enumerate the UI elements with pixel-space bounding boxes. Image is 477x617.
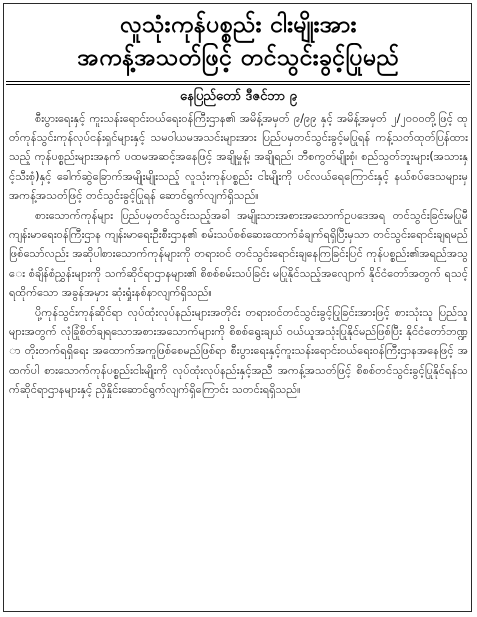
- headline-rule-bottom: [6, 84, 470, 85]
- dateline: နေပြည်တော် ဒီဇင်ဘာ ၉: [180, 89, 297, 104]
- headline-rule-top: [6, 81, 470, 82]
- article-body: [9, 109, 468, 607]
- headline-line-2: အကန့်အသတ်ဖြင့် တင်သွင်းခွင့်ပြုမည်: [77, 45, 400, 71]
- paragraph-1: စီးပွားရေးနှင့် ကူးသန်းရောင်းဝယ်ရေးဝန်ကြီးဌာန၏ အမိန့်အမှတ် ၉/၉၉ နှင့် အမိန့်အမှတ် ၂/၂၀၀၀တို့ဖြင့် ထုတ်ကုန်သွင်းကုန်လုပ်ငန်းရှင်များနှင့် သမဝါယမအသင်းများအား ပြည်ပမှတင်သွင်းခွင့်မပြုရန် ကန့်သတ်ထုတ်ပြန်ထားသည့် ကုန်ပစ္စည်းများအနက် ပထမအဆင့်အနေဖြင့် အချိုမှုန့်၊ အချိုရည်၊ ဘီစကွတ်မျိုးစုံ၊ စည်သွတ်ဘူးများ(အသားနှင့်သီးစုံ)နှင့် ခေါက်ဆွဲခြောက်အမျိုးမျိုးသည့် လူသုံးကုန်ပစ္စည်း ငါးမျိုးကို ပင်လယ်ရေကြောင်းနှင့် နယ်စပ်ဒေသများမှ အကန့်အသတ်ဖြင့် တင်သွင်းခွင့်ပြုရန် ဆောင်ရွက်လျက်ရှိသည်။: [9, 112, 468, 202]
- headline-line-1: လူသုံးကုန်ပစ္စည်း ငါးမျိုးအား: [120, 12, 357, 38]
- paragraph-3: ပို့ကုန်သွင်းကုန်ဆိုင်ရာ လုပ်ထုံးလုပ်နည်းများအတိုင်း တရားဝင်တင်သွင်းခွင့်ပြုခြင်းအားဖြင့် စားသုံးသူ ပြည်သူများအတွက် လုံခြုံစိတ်ချရသောအစားအသောက်များကို စိစစ်ရွေးချယ် ဝယ်ယူအသုံးပြုနိုင်မည်ဖြစ်ပြီး နိုင်ငံတော်ဘဏ္ဍာ တိုးတက်ရရှိရေး အထောက်အကူဖြစ်စေမည်ဖြစ်ရာ စီးပွားရေးနှင့်ကူးသန်းရောင်းဝယ်ရေးဝန်ကြီးဌာနအနေဖြင့် အထက်ပါ စားသောက်ကုန်ပစ္စည်းငါးမျိုးကို လုပ်ထုံးလုပ်နည်းနှင့်အညီ အကန့်အသတ်ဖြင့် စိစစ်တင်သွင်းခွင့်ပြုနိုင်ရန်သက်ဆိုင်ရာဌာနများနှင့် ညှိနှိုင်းဆောင်ရွက်လျက်ရှိကြောင်း သတင်းရရှိသည်။: [9, 306, 468, 396]
- paragraph-2: စားသောက်ကုန်များ ပြည်ပမှတင်သွင်းသည့်အခါ အမျိုးသားအစားအသောက်ဥပဒေအရ တင်သွင်းခြင်းမပြုမီ ကျန်းမာရေးဝန်ကြီးဌာန ကျန်းမာရေးဦးစီးဌာန၏ စမ်းသပ်စစ်ဆေးထောက်ခံချက်ရရှိပြီးမှသာ တင်သွင်းရောင်းချရမည်ဖြစ်သော်လည်း အဆိုပါစားသောက်ကုန်များကို တရားဝင် တင်သွင်းရောင်းချနေကြခြင်းပြင် ကုန်ပစ္စည်း၏အရည်အသွေး စံချိန်စံညွှန်းများကို သက်ဆိုင်ရာဌာနများ၏ စိစစ်စမ်းသပ်ခြင်း မပြုနိုင်သည့်အလျောက် နိုင်ငံတော်အတွက် ရသင့်ရထိုက်သော အခွန်အမှား ဆုံးရှုံးနစ်နာလျက်ရှိသည်။: [9, 209, 468, 299]
